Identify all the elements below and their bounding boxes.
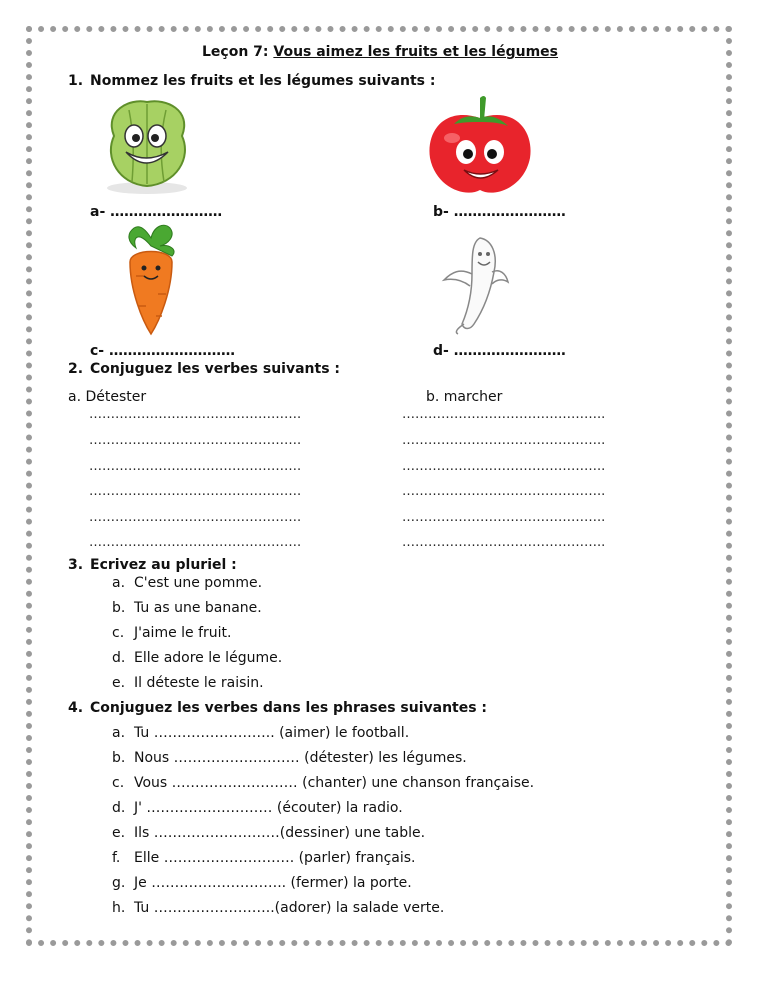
conjugation-line-left: …………………………………………. (89, 535, 302, 550)
carrot-icon (118, 220, 184, 338)
question-1 (68, 73, 435, 89)
conjugation-line-right: ……………………………………….. (402, 535, 606, 550)
question-2-text: Conjuguez les verbes suivants : (90, 361, 341, 377)
list-item: e. Ils ………………………(dessiner) une table. (112, 825, 426, 841)
list-item: b. Nous ……………………… (détester) les légumes. (112, 750, 467, 766)
list-item: d. J' ……………………… (écouter) la radio. (112, 800, 403, 816)
conjugation-line-right: ……………………………………….. (402, 407, 606, 422)
conjugation-line-left: …………………………………………. (89, 510, 302, 525)
conjugation-line-right: ……………………………………….. (402, 484, 606, 499)
question-1-number: 1. (68, 73, 84, 89)
list-item: c. J'aime le fruit. (112, 625, 232, 641)
question-4-text: Conjuguez les verbes dans les phrases suivantes : (90, 700, 488, 716)
list-item: f. Elle ………………………. (parler) français. (112, 850, 416, 866)
conjugation-line-left: …………………………………………. (89, 484, 302, 499)
question-2 (68, 361, 340, 377)
question-3 (68, 557, 237, 573)
tomato-icon (424, 92, 536, 202)
answer-b: b- …………………… (433, 204, 566, 220)
verb-b: b. marcher (426, 389, 503, 405)
answer-a: a- …………………… (90, 204, 223, 220)
list-item: a. Tu …………………….. (aimer) le football. (112, 725, 410, 741)
question-4 (68, 700, 487, 716)
conjugation-line-right: ……………………………………….. (402, 433, 606, 448)
conjugation-line-left: …………………………………………. (89, 407, 302, 422)
lettuce-icon (94, 96, 200, 196)
list-item: g. Je ……………………….. (fermer) la porte. (112, 875, 412, 891)
answer-c: c- ……………………… (90, 343, 235, 359)
list-item: e. Il déteste le raisin. (112, 675, 264, 691)
list-item: d. Elle adore le légume. (112, 650, 283, 666)
question-3-number: 3. (68, 557, 84, 573)
list-item: c. Vous ……………………… (chanter) une chanson française. (112, 775, 535, 791)
question-1-text: Nommez les fruits et les légumes suivants : (90, 73, 436, 89)
list-item: a. C'est une pomme. (112, 575, 263, 591)
conjugation-line-right: ……………………………………….. (402, 459, 606, 474)
conjugation-line-right: ……………………………………….. (402, 510, 606, 525)
question-2-number: 2. (68, 361, 84, 377)
title-main: Vous aimez les fruits et les légumes (273, 44, 559, 60)
verb-a: a. Détester (68, 389, 147, 405)
question-4-number: 4. (68, 700, 84, 716)
list-item: h. Tu ……………………..(adorer) la salade verte. (112, 900, 445, 916)
answer-d: d- …………………… (433, 343, 566, 359)
question-3-text: Ecrivez au pluriel : (90, 557, 237, 573)
list-item: b. Tu as une banane. (112, 600, 262, 616)
conjugation-line-left: …………………………………………. (89, 459, 302, 474)
banana-icon (434, 232, 512, 336)
title-prefix: Leçon 7: (201, 44, 274, 60)
conjugation-line-left: …………………………………………. (89, 433, 302, 448)
page-title (0, 44, 760, 60)
